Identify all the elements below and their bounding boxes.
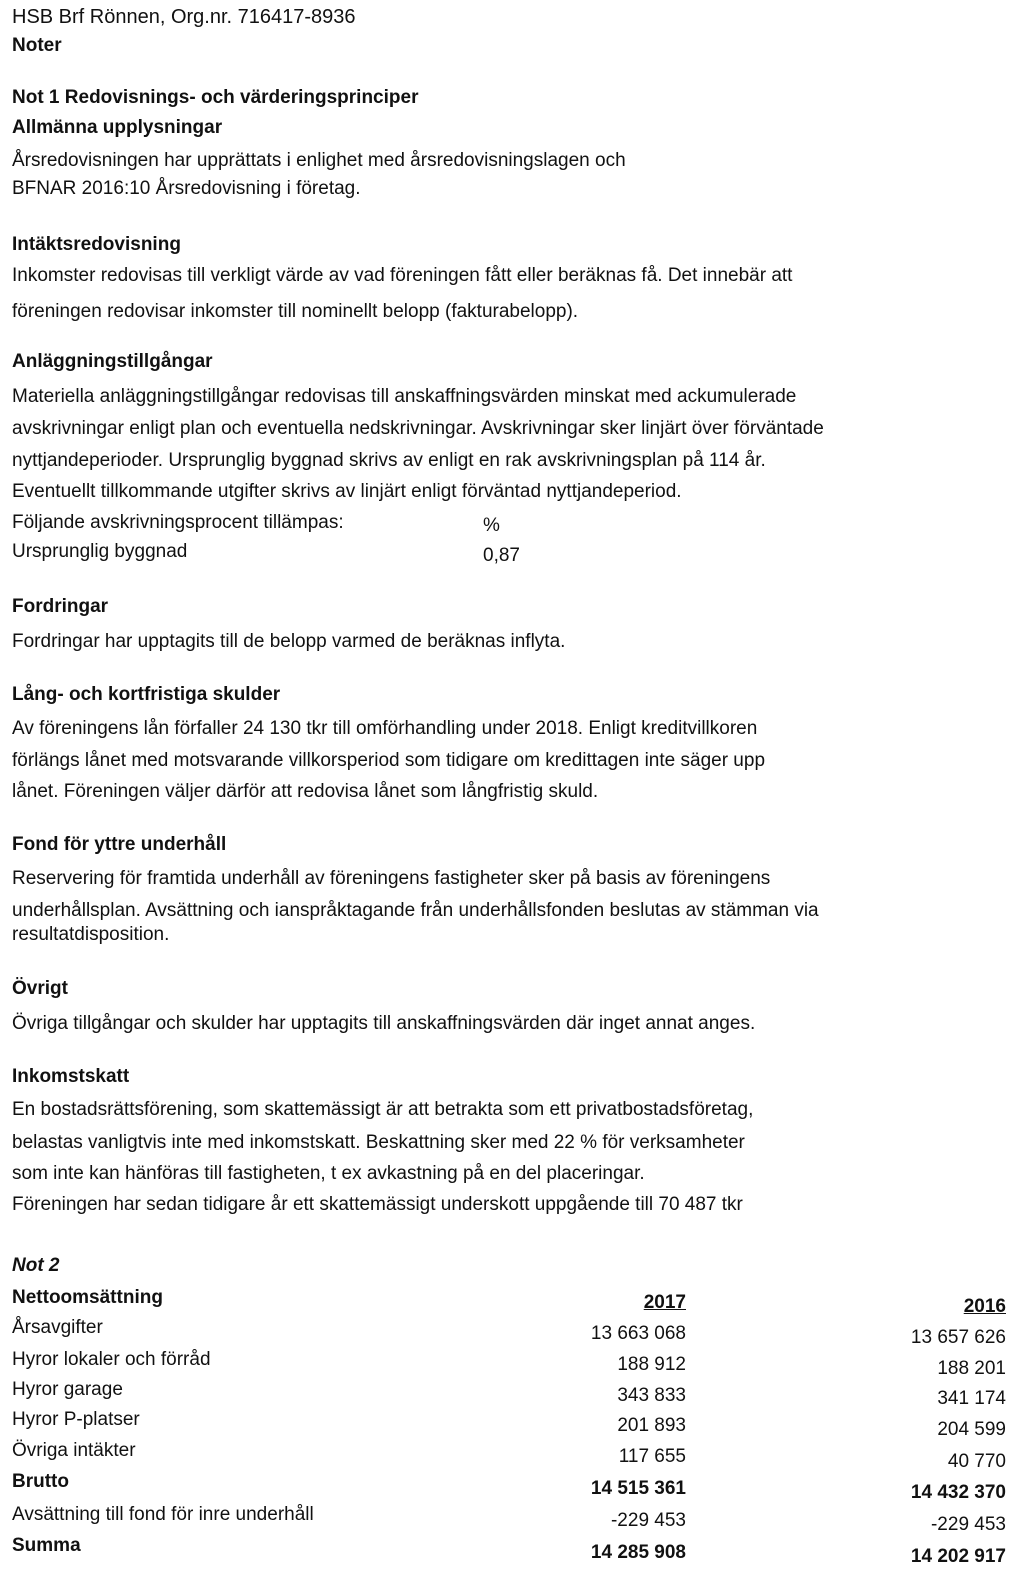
fund-line: underhållsplan. Avsättning och ianspråktagande från underhållsfonden beslutas av stämman via — [12, 900, 819, 921]
section-title: Noter — [12, 35, 62, 56]
fixed-assets-line: avskrivningar enligt plan och eventuella nedskrivningar. Avskrivningar sker linjärt över förväntade — [12, 418, 824, 439]
table-row-label: Hyror garage — [12, 1379, 123, 1400]
revenue-line: föreningen redovisar inkomster till nominellt belopp (fakturabelopp). — [12, 301, 579, 322]
table-cell-2017: 13 663 068 — [590, 1323, 686, 1344]
table-cell-2016: 40 770 — [947, 1451, 1006, 1472]
table-cell-2016: 14 432 370 — [910, 1482, 1006, 1503]
net-revenue-heading: Nettoomsättning — [12, 1287, 163, 1308]
revenue-line: Inkomster redovisas till verkligt värde av vad föreningen fått eller beräknas få. Det innebär att — [12, 265, 793, 286]
table-row-label: Summa — [12, 1535, 81, 1556]
other-heading: Övrigt — [12, 978, 68, 999]
other-line: Övriga tillgångar och skulder har upptagits till anskaffningsvärden där inget annat anges. — [12, 1013, 756, 1034]
table-row-label: Årsavgifter — [12, 1317, 103, 1338]
tax-line: som inte kan hänföras till fastigheten, t ex avkastning på en del placeringar. — [12, 1163, 645, 1184]
tax-line: belastas vanligtvis inte med inkomstskatt. Beskattning sker med 22 % för verksamheter — [12, 1132, 745, 1153]
column-header-2016: 2016 — [963, 1296, 1006, 1317]
table-cell-2016: -229 453 — [930, 1514, 1006, 1535]
fund-line: resultatdisposition. — [12, 924, 170, 945]
table-cell-2016: 13 657 626 — [910, 1327, 1006, 1348]
table-cell-2017: 201 893 — [617, 1415, 686, 1436]
general-line: Årsredovisningen har upprättats i enlighet med årsredovisningslagen och — [12, 150, 626, 171]
revenue-heading: Intäktsredovisning — [12, 234, 181, 255]
table-row-label: Hyror lokaler och förråd — [12, 1349, 211, 1370]
table-row-label: Övriga intäkter — [12, 1440, 136, 1461]
table-cell-2017: 14 285 908 — [590, 1542, 686, 1563]
table-cell-2017: 343 833 — [617, 1385, 686, 1406]
debts-line: Av föreningens lån förfaller 24 130 tkr till omförhandling under 2018. Enligt kreditvillkoren — [12, 718, 758, 739]
depreciation-rate-label: Följande avskrivningsprocent tillämpas: — [12, 512, 344, 533]
table-cell-2016: 14 202 917 — [910, 1546, 1006, 1567]
debts-line: förlängs lånet med motsvarande villkorsperiod som tidigare om kredittagen inte säger upp — [12, 750, 766, 771]
debts-heading: Lång- och kortfristiga skulder — [12, 684, 281, 705]
fixed-assets-line: Eventuellt tillkommande utgifter skrivs av linjärt enligt förväntad nyttjandeperiod. — [12, 481, 682, 502]
fund-heading: Fond för yttre underhåll — [12, 834, 227, 855]
tax-line: En bostadsrättsförening, som skattemässigt är att betrakta som ett privatbostadsföretag, — [12, 1099, 754, 1120]
depreciation-rate-unit: % — [483, 515, 500, 536]
fund-line: Reservering för framtida underhåll av föreningens fastigheter sker på basis av föreningens — [12, 868, 771, 889]
general-line: BFNAR 2016:10 Årsredovisning i företag. — [12, 178, 361, 199]
debts-line: lånet. Föreningen väljer därför att redovisa lånet som långfristig skuld. — [12, 781, 599, 802]
general-heading: Allmänna upplysningar — [12, 117, 223, 138]
fixed-assets-line: nyttjandeperioder. Ursprunglig byggnad skrivs av enligt en rak avskrivningsplan på 114 år. — [12, 450, 766, 471]
org-line: HSB Brf Rönnen, Org.nr. 716417-8936 — [12, 6, 356, 28]
table-cell-2017: 117 655 — [618, 1446, 686, 1467]
building-rate: 0,87 — [483, 545, 520, 566]
receivables-line: Fordringar har upptagits till de belopp varmed de beräknas inflyta. — [12, 631, 566, 652]
table-cell-2016: 188 201 — [937, 1358, 1006, 1379]
receivables-heading: Fordringar — [12, 596, 109, 617]
tax-line: Föreningen har sedan tidigare år ett skattemässigt underskott uppgående till 70 487 tkr — [12, 1194, 743, 1215]
tax-heading: Inkomstskatt — [12, 1066, 130, 1087]
note1-title: Not 1 Redovisnings- och värderingsprinciper — [12, 87, 419, 108]
fixed-assets-heading: Anläggningstillgångar — [12, 351, 213, 372]
column-header-2017: 2017 — [643, 1292, 686, 1313]
table-cell-2017: -229 453 — [610, 1510, 686, 1531]
table-cell-2016: 341 174 — [937, 1388, 1006, 1409]
table-cell-2016: 204 599 — [937, 1419, 1006, 1440]
table-row-label: Avsättning till fond för inre underhåll — [12, 1504, 314, 1525]
note2-title: Not 2 — [12, 1255, 60, 1276]
building-label: Ursprunglig byggnad — [12, 541, 188, 562]
fixed-assets-line: Materiella anläggningstillgångar redovisas till anskaffningsvärden minskat med ackumulerade — [12, 386, 797, 407]
table-cell-2017: 14 515 361 — [590, 1478, 686, 1499]
table-cell-2017: 188 912 — [617, 1354, 686, 1375]
table-row-label: Brutto — [12, 1471, 69, 1492]
table-row-label: Hyror P-platser — [12, 1409, 140, 1430]
